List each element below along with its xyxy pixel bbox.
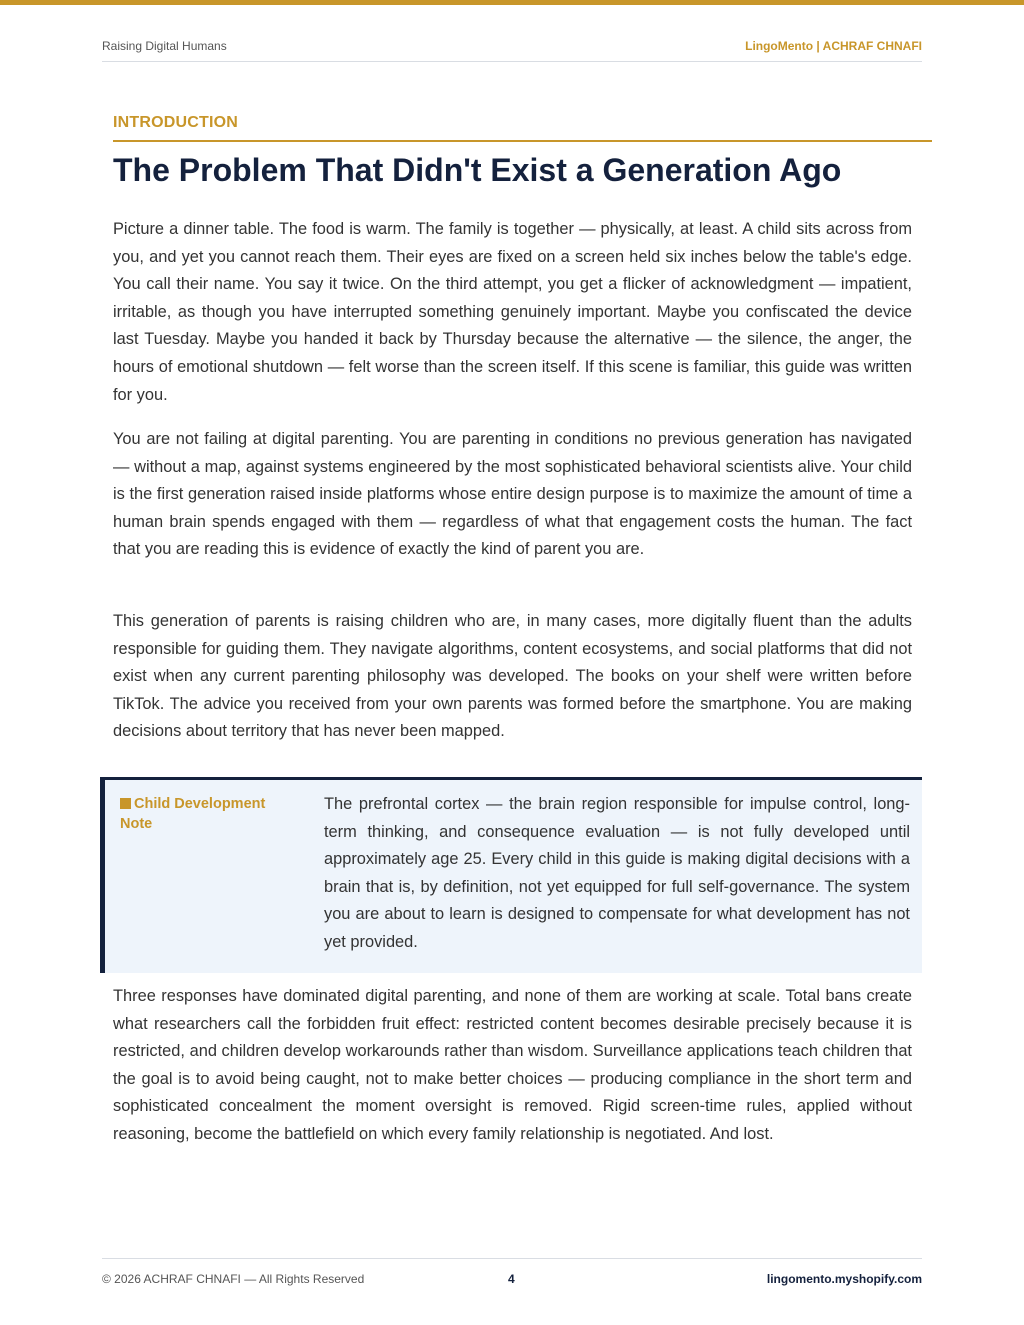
top-accent-bar (0, 0, 1024, 5)
square-bullet-icon (120, 798, 131, 809)
page-header (102, 39, 922, 62)
website-link[interactable]: lingomento.myshopify.com (766, 1272, 922, 1286)
body-paragraph-1: Picture a dinner table. The food is warm. The family is together — physically, at least. A child sits across from you, and yet you cannot reach them. Their eyes are fixed on a screen held six inches below the table's edge. You call their name. You say it twice. On the third attempt, you get a flicker of acknowledgment — impatient, irritable, as though you have interrupted something genuinely important. Maybe you confiscated the device last Tuesday. Maybe you handed it back by Thursday because the alternative — the silence, the anger, the hours of emotional shutdown — felt worse than the screen itself. If this scene is familiar, this guide was written for you. (113, 220, 912, 404)
callout-text: The prefrontal cortex — the brain region responsible for impulse control, long-term thinking, and consequence evaluation — is not fully developed until approximately age 25. Every child in this guide is making digital decisions with a brain that is, by definition, not yet equipped for full self-governance. The system you are about to learn is designed to compensate for what development has not yet provided. (324, 795, 910, 951)
page-number: 4 (508, 1272, 515, 1286)
body-paragraph-4: Three responses have dominated digital parenting, and none of them are working at scale. Total bans create what researchers call the forbidden fruit effect: restricted content becomes desirable precisely because it is restricted, and children develop workarounds rather than wisdom. Surveillance applications teach children that the goal is to avoid being caught, not to make better choices — producing compliance in the short term and sophisticated concealment the moment oversight is removed. Rigid screen-time rules, applied without reasoning, become the battlefield on which every family relationship is negotiated. And lost. (113, 987, 912, 1143)
copyright-notice: © 2026 ACHRAF CHNAFI — All Rights Reserved (102, 1272, 365, 1286)
section-divider (113, 140, 932, 142)
callout-label-text: Child Development Note (120, 796, 266, 832)
callout-label (120, 794, 290, 834)
page-title: The Problem That Didn't Exist a Generation Ago (113, 152, 842, 188)
body-paragraph-3: This generation of parents is raising children who are, in many cases, more digitally fluent than the adults responsible for guiding them. They navigate algorithms, content ecosystems, and social platforms that did not exist when any current parenting philosophy was developed. The books on your shelf were written before TikTok. The advice you received from your own parents was formed before the smartphone. You are making decisions about territory that has never been mapped. (113, 612, 912, 741)
body-paragraph-2: You are not failing at digital parenting. You are parenting in conditions no previous generation has navigated — without a map, against systems engineered by the most sophisticated behavioral scientists alive. Your child is the first generation raised inside platforms whose entire design purpose is to maximize the amount of time a human brain spends engaged with them — regardless of what that engagement costs the human. The fact that you are reading this is evidence of exactly the kind of parent you are. (113, 430, 912, 559)
running-title: Raising Digital Humans (102, 39, 227, 53)
section-label: INTRODUCTION (113, 114, 239, 131)
page-footer (102, 1258, 922, 1289)
brand-name: LingoMento | ACHRAF CHNAFI (745, 39, 922, 53)
child-development-note-callout (100, 777, 922, 973)
